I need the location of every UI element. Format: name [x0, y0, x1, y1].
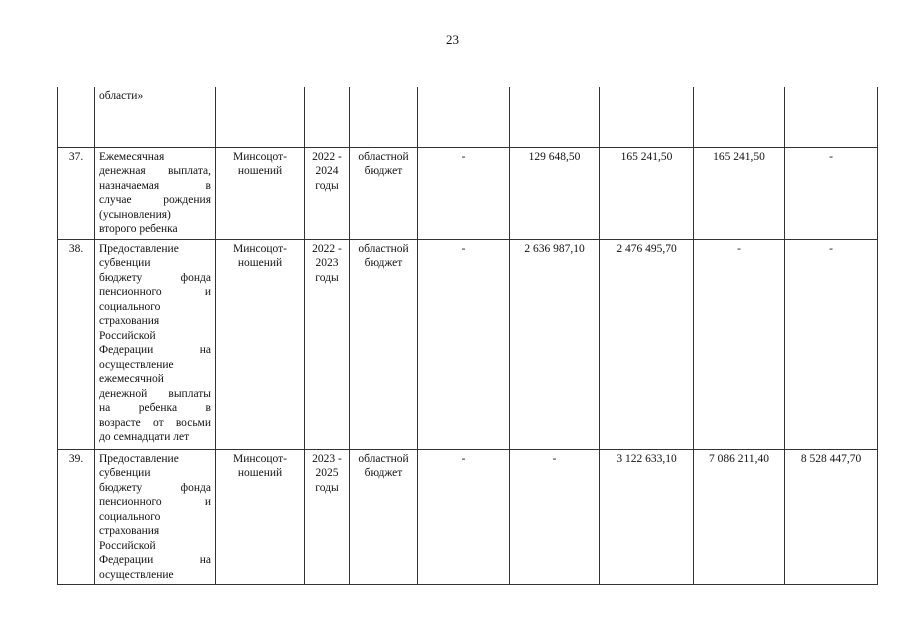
cell-text-line: Минсоцот- [233, 242, 287, 255]
amount-cell [694, 147, 785, 239]
executor-cell [216, 147, 305, 239]
amount-cell [418, 239, 510, 449]
amount-cell [694, 87, 785, 147]
amount-cell [694, 449, 785, 585]
cell-text-line: ношений [237, 467, 283, 479]
table-row [58, 449, 878, 585]
funding-source-cell [350, 449, 418, 585]
cell-text-line: бюджет [364, 165, 403, 177]
row-number-text: 37. [68, 150, 84, 163]
amount-value: 8 528 447,70 [800, 452, 862, 465]
period-cell [305, 147, 350, 239]
cell-text-line: годы [315, 481, 339, 494]
cell-text-line: 2022 - [312, 150, 342, 163]
cell-text-line: 2025 [315, 467, 339, 479]
amount-value: 3 122 633,10 [616, 452, 677, 465]
cell-text-line: социального [99, 300, 161, 313]
amount-value: 2 636 987,10 [524, 242, 585, 255]
cell-text-line: бюджет [364, 257, 403, 269]
cell-text-line: случае рождения [99, 194, 211, 206]
cell-text-line: областной [358, 452, 409, 465]
amount-cell [785, 87, 878, 147]
amount-value: 7 086 211,40 [709, 452, 769, 465]
amount-value: 129 648,50 [528, 150, 581, 163]
cell-text-line: возрасте от восьми [99, 416, 211, 429]
cell-text-line: осуществление [99, 568, 174, 581]
cell-text-line: Минсоцот- [233, 150, 287, 163]
amount-cell [785, 449, 878, 585]
amount-value: - [829, 150, 833, 163]
cell-text-line: субвенции [99, 257, 151, 269]
cell-text-line: второго ребенка [99, 223, 178, 235]
funding-source-cell [350, 239, 418, 449]
budget-table [57, 87, 878, 585]
amount-cell [510, 147, 600, 239]
amount-cell [418, 147, 510, 239]
cell-text-line: (усыновления) [99, 208, 171, 221]
cell-text-line: субвенции [99, 467, 151, 479]
cell-text-line: бюджету фонда [99, 481, 211, 494]
amount-value: 2 476 495,70 [616, 242, 677, 255]
amount-cell [510, 449, 600, 585]
amount-cell [600, 449, 694, 585]
amount-value: - [552, 452, 557, 465]
amount-value: - [461, 452, 466, 465]
cell-text-line: Российской [99, 539, 156, 552]
amount-cell [600, 147, 694, 239]
table-row [58, 239, 878, 449]
cell-text-line: до семнадцати лет [99, 431, 190, 443]
row-number-text: 39. [68, 452, 84, 465]
measure-name-cell [95, 147, 216, 239]
cell-text-line: на ребенка в [99, 402, 211, 414]
amount-value: - [737, 242, 741, 255]
cell-text-line: Российской [99, 329, 156, 342]
period-cell [305, 239, 350, 449]
cell-text-line: бюджет [364, 467, 403, 479]
table-body [58, 87, 878, 585]
executor-cell [216, 87, 305, 147]
cell-text-line: 2022 - [312, 242, 342, 255]
row-number-text: 38. [68, 242, 84, 255]
cell-text-line: Минсоцот- [233, 452, 287, 465]
row-number [58, 87, 95, 147]
amount-value: 165 241,50 [713, 150, 765, 163]
cell-text-line: областной [358, 242, 409, 255]
amount-value: - [829, 242, 833, 255]
cell-text-line: ежемесячной [99, 373, 164, 385]
cell-text-line: Предоставление [99, 452, 179, 465]
cell-text-line: 2023 - [312, 452, 342, 465]
amount-cell [785, 239, 878, 449]
measure-name-cell [95, 87, 216, 147]
executor-cell [216, 239, 305, 449]
cell-text-line: годы [315, 179, 339, 192]
cell-text-line: 2023 [315, 257, 339, 269]
cell-text-line: пенсионного и [99, 286, 211, 298]
cell-text-line: 2024 [315, 165, 339, 177]
table-row [58, 147, 878, 239]
page-number: 23 [446, 32, 459, 47]
cell-text-line: Федерации на [99, 344, 211, 356]
row-number [58, 239, 95, 449]
cell-text-line: пенсионного и [99, 496, 211, 508]
cell-text-line: ношений [237, 257, 283, 269]
cell-text-line: области» [99, 90, 144, 102]
amount-value: - [461, 242, 466, 255]
cell-text-line: Ежемесячная [99, 150, 165, 163]
cell-text-line: денежная выплата, [99, 165, 211, 177]
row-number [58, 147, 95, 239]
amount-cell [510, 239, 600, 449]
cell-text-line: назначаемая в [99, 179, 211, 192]
amount-cell [510, 87, 600, 147]
funding-source-cell [350, 87, 418, 147]
cell-text-line: годы [315, 271, 339, 284]
amount-value: 165 241,50 [620, 150, 673, 163]
cell-text-line: ношений [237, 165, 283, 177]
measure-name-cell [95, 449, 216, 585]
amount-cell [785, 147, 878, 239]
amount-value: - [461, 150, 466, 163]
cell-text-line: областной [358, 150, 409, 163]
cell-text-line: денежной выплаты [99, 387, 211, 400]
cell-text-line: бюджету фонда [99, 271, 211, 284]
row-number [58, 449, 95, 585]
period-cell [305, 449, 350, 585]
cell-text-line: социального [99, 510, 161, 523]
cell-text-line: Предоставление [99, 242, 179, 255]
amount-cell [600, 87, 694, 147]
amount-cell [694, 239, 785, 449]
amount-cell [418, 87, 510, 147]
cell-text-line: осуществление [99, 358, 174, 371]
cell-text-line: страхования [99, 525, 160, 537]
measure-name-cell [95, 239, 216, 449]
cell-text-line: страхования [99, 315, 160, 327]
cell-text-line: Федерации на [99, 554, 211, 566]
amount-cell [600, 239, 694, 449]
period-cell [305, 87, 350, 147]
funding-source-cell [350, 147, 418, 239]
table-row [58, 87, 878, 147]
amount-cell [418, 449, 510, 585]
executor-cell [216, 449, 305, 585]
